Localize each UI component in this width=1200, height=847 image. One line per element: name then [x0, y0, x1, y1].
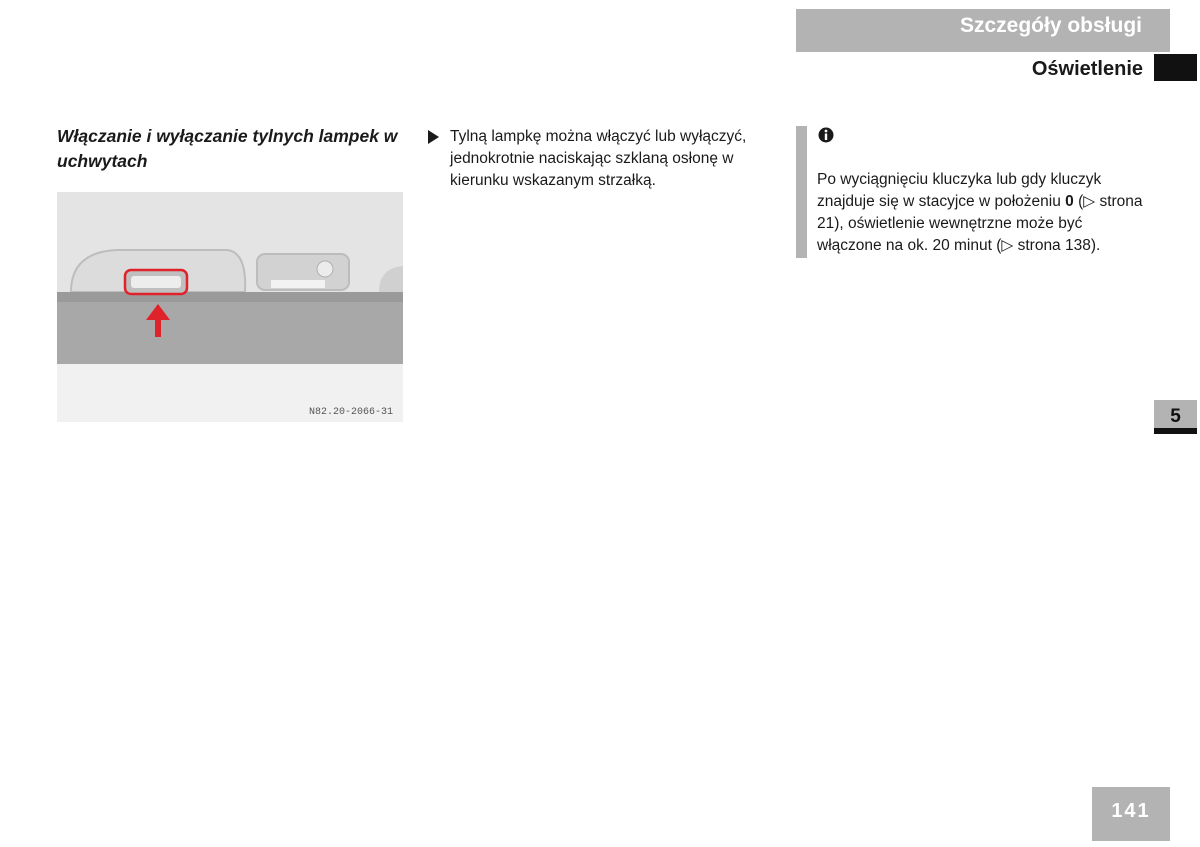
instruction-step [428, 126, 773, 192]
note-marker-bar [796, 126, 807, 258]
subsection-heading: Włączanie i wyłączanie tylnych lampek w uchwytach [57, 126, 398, 171]
section-marker [1154, 54, 1197, 81]
figure-code: N82.20-2066-31 [308, 407, 393, 418]
chapter-header: Szczegóły obsługi [796, 9, 1170, 52]
rear-lamp-illustration [57, 192, 403, 422]
info-icon [818, 126, 834, 144]
chapter-tab: 5 [1154, 400, 1197, 434]
key-position: 0 [1065, 193, 1074, 210]
note-text-part1: Po wyciągnięciu kluczyka lub gdy kluczyk znajduje się w stacyjce w położeniu [817, 171, 1102, 210]
note-text [817, 169, 1147, 257]
bullet-arrow-icon [428, 130, 439, 144]
instruction-text: Tylną lampkę można włączyć lub wyłączyć, jednokrotnie naciskając szklaną osłonę w kierunku wskazanym strzałką. [450, 128, 747, 189]
section-title: Oświetlenie [1031, 58, 1143, 80]
page-number: 141 [1092, 787, 1170, 841]
note-text-part2: (▷ strona 21), oświetlenie wewnętrzne może być włączone na ok. 20 minut (▷ strona 138). [817, 193, 1143, 254]
lamp-photo [57, 192, 403, 422]
